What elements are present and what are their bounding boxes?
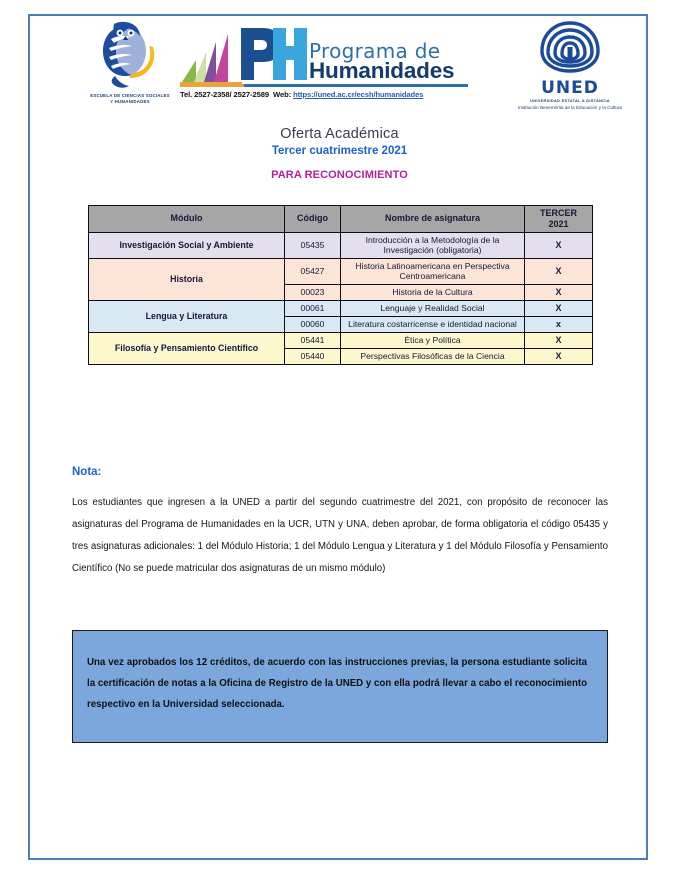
- col-header-periodo-line2: 2021: [548, 218, 569, 229]
- table-header-row: [89, 206, 593, 233]
- cell-codigo: 00023: [285, 284, 341, 300]
- cell-modulo: Lengua y Literatura: [89, 300, 285, 332]
- cell-modulo: Investigación Social y Ambiente: [89, 232, 285, 258]
- highlight-note-box: [72, 630, 608, 743]
- cell-tercer-2021: X: [525, 284, 593, 300]
- highlight-note-text: Una vez aprobados los 12 créditos, de acuerdo con las instrucciones previas, la persona estudiante solicita la certificación de notas a la Oficina de Registro de la UNED y con ella podrá llevar a cabo el reconocimiento respectivo en la Universidad seleccionada.: [87, 657, 587, 710]
- cell-codigo: 05435: [285, 232, 341, 258]
- page-title: Oferta Académica: [280, 126, 399, 142]
- offer-table-wrapper: [88, 205, 592, 365]
- page-subtitle: Tercer cuatrimestre 2021: [271, 145, 408, 157]
- table-row: [89, 258, 593, 284]
- ecsh-caption-line1: ESCUELA DE CIENCIAS SOCIALES: [90, 93, 170, 98]
- cell-codigo: 05427: [285, 258, 341, 284]
- col-header-periodo: [525, 206, 593, 233]
- cell-modulo: Filosofía y Pensamiento Científico: [89, 332, 285, 364]
- ph-phone-label: Tel. 2527-2358/ 2527-2589: [180, 89, 269, 99]
- col-header-modulo: Módulo: [89, 206, 285, 233]
- cell-codigo: 00060: [285, 316, 341, 332]
- col-header-codigo: Código: [285, 206, 341, 233]
- document-header: [40, 20, 640, 112]
- ph-divider-rule: [180, 84, 468, 87]
- cell-asignatura: Introducción a la Metodología de la Investigación (obligatoria): [341, 232, 525, 258]
- ecsh-caption: [70, 93, 190, 105]
- ph-title-line2: Humanidades: [309, 57, 455, 83]
- ecsh-logo-block: [70, 20, 190, 105]
- uned-caption-line2: Institución Benemérita de la Educación y la Cultura: [518, 104, 622, 110]
- ph-web-link[interactable]: https://uned.ac.cr/ecsh/humanidades: [293, 89, 424, 99]
- col-header-asignatura: Nombre de asignatura: [341, 206, 525, 233]
- ph-contact-line: [180, 90, 480, 99]
- owl-logo-icon: [70, 20, 190, 92]
- title-block: [0, 126, 679, 181]
- uned-caption-line1: UNIVERSIDAD ESTATAL A DISTANCIA: [530, 98, 610, 103]
- cell-asignatura: Literatura costarricense e identidad nacional: [341, 316, 525, 332]
- offer-table: [88, 205, 593, 365]
- ph-web-label: Web:: [273, 89, 292, 99]
- cell-asignatura: Historia de la Cultura: [341, 284, 525, 300]
- table-row: [89, 332, 593, 348]
- uned-wordmark: UNED: [541, 78, 599, 98]
- cell-codigo: 05440: [285, 348, 341, 364]
- table-row: [89, 232, 593, 258]
- page-tagline: PARA RECONOCIMIENTO: [271, 169, 408, 181]
- cell-tercer-2021: X: [525, 300, 593, 316]
- uned-logo-block: [500, 20, 640, 110]
- cell-tercer-2021: X: [525, 348, 593, 364]
- cell-tercer-2021: x: [525, 316, 593, 332]
- ph-monogram-icon: [233, 24, 305, 82]
- ph-logo-row: [180, 22, 480, 82]
- cell-tercer-2021: X: [525, 332, 593, 348]
- ph-title-line1: Programa de: [309, 38, 441, 63]
- col-header-periodo-line1: TERCER: [539, 208, 577, 218]
- cell-asignatura: Ética y Política: [341, 332, 525, 348]
- cell-modulo: Historia: [89, 258, 285, 300]
- note-heading: Nota:: [72, 466, 102, 478]
- cell-codigo: 00061: [285, 300, 341, 316]
- cell-asignatura: Lenguaje y Realidad Social: [341, 300, 525, 316]
- ph-wordmark: [309, 38, 455, 83]
- ph-logo-block: [180, 22, 480, 99]
- note-paragraph: Los estudiantes que ingresen a la UNED a partir del segundo cuatrimestre del 2021, con propósito de reconocer las asignaturas del Programa de Humanidades en la UCR, UTN y UNA, deben aprobar, de forma obligatoria el código 05435 y tres asignaturas adicionales: 1 del Módulo Historia; 1 del Módulo Lengua y Literatura y 1 del Módulo Filosofía y Pensamiento Científico (No se puede matricular dos asignaturas de un mismo módulo): [72, 497, 608, 575]
- ecsh-caption-line2: Y HUMANIDADES: [110, 99, 150, 104]
- cell-asignatura: Perspectivas Filosóficas de la Ciencia: [341, 348, 525, 364]
- table-row: [89, 300, 593, 316]
- uned-logo-icon: [500, 20, 640, 79]
- offer-table-body: [89, 232, 593, 364]
- cell-asignatura: Historia Latinoamericana en Perspectiva Centroamericana: [341, 258, 525, 284]
- cell-tercer-2021: X: [525, 258, 593, 284]
- cell-codigo: 05441: [285, 332, 341, 348]
- cell-tercer-2021: X: [525, 232, 593, 258]
